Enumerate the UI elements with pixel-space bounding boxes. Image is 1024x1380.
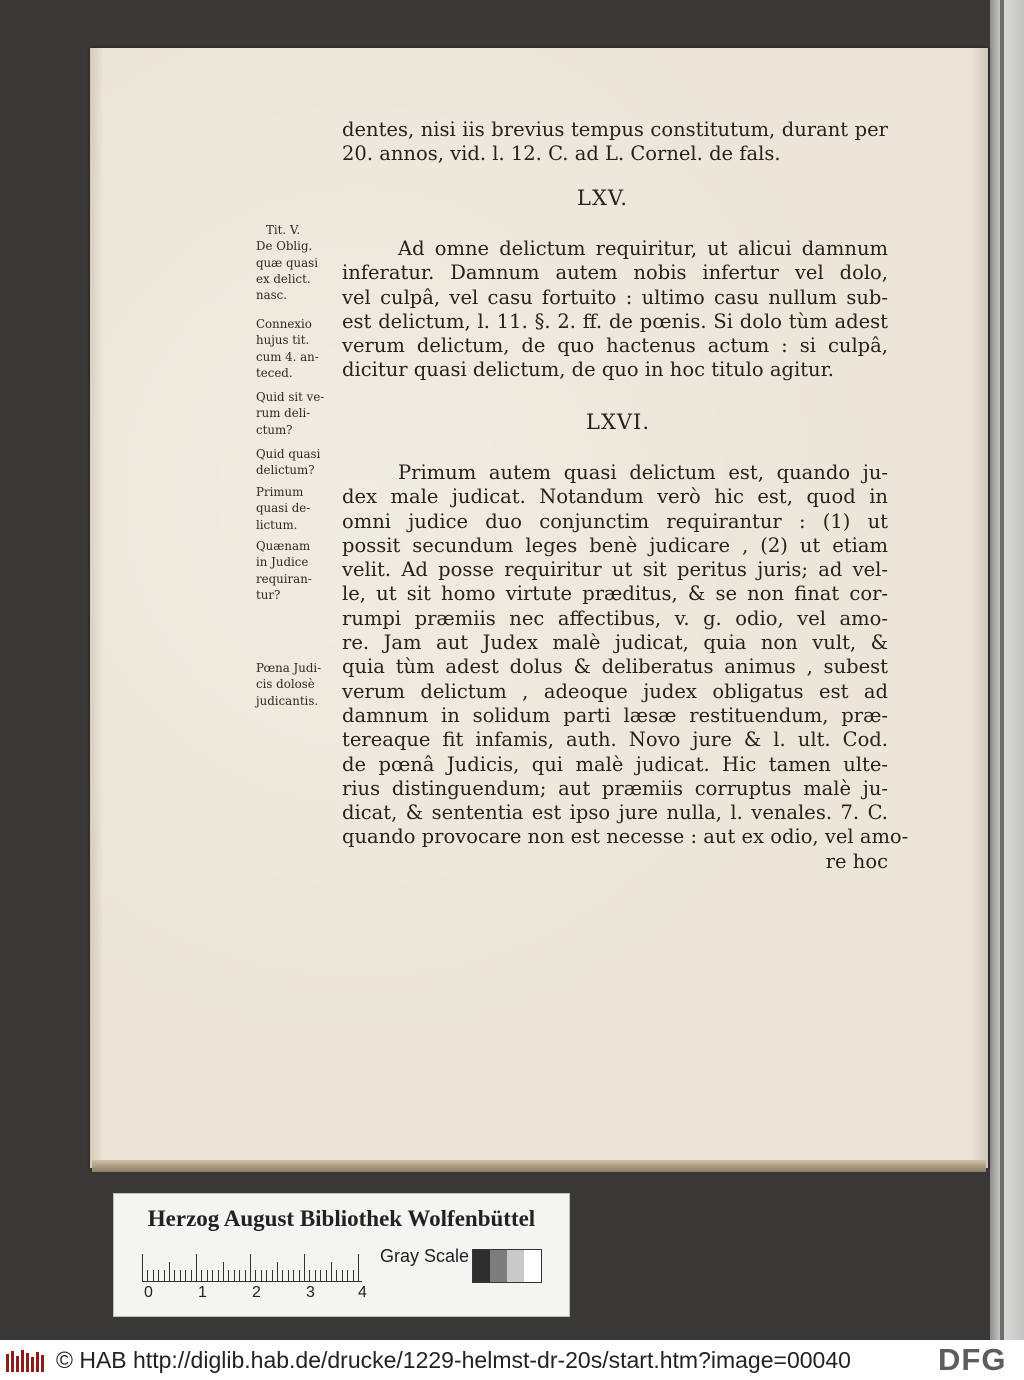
text-line: damnum in solidum parti læsæ restituendum, præ- (342, 703, 888, 727)
catchword: re hoc (825, 849, 888, 873)
ruler-tick (261, 1270, 262, 1282)
text-line: Ad omne delictum requiritur, ut alicui damnum (398, 237, 888, 260)
text-line: quia tùm adest dolus & deliberatus animus , subest (342, 655, 888, 679)
text-line: re. Jam aut Judex malè judicat, quia non vult, & (342, 631, 888, 655)
ruler-tick (180, 1270, 181, 1282)
ruler-number: 4 (358, 1284, 367, 1301)
text-line: quando provocare non est necesse : aut ex odio, vel amo- (342, 825, 909, 849)
text-line: vel culpâ, vel casu fortuito : ultimo casu nullum sub- (342, 285, 888, 309)
margin-line: Primum (256, 485, 304, 499)
section-heading-lxvi: LXVI. (586, 410, 651, 434)
ruler-tick (331, 1262, 332, 1282)
ruler-tick (272, 1270, 273, 1282)
margin-line: delictum? (256, 463, 315, 478)
margin-line: Connexio (256, 317, 312, 331)
text-line: rumpi præmiis nec affectibus, v. g. odio, vel amo- (342, 606, 888, 630)
ruler-tick (304, 1254, 305, 1282)
margin-note-title (256, 222, 344, 303)
margin-line: Tit. V. (266, 223, 301, 237)
margin-line: requiran- (256, 571, 312, 586)
ruler-tick (277, 1262, 278, 1282)
ruler-tick (315, 1270, 316, 1282)
ruler-number: 3 (306, 1284, 315, 1301)
ruler-tick (212, 1270, 213, 1282)
ruler-tick (239, 1270, 240, 1282)
ruler-tick (320, 1270, 321, 1282)
margin-line: cis dolosè (256, 677, 315, 692)
facing-page-strip (990, 0, 1024, 1340)
ruler-tick (218, 1270, 219, 1282)
ruler-tick (228, 1270, 229, 1282)
text-line: 20. annos, vid. l. 12. C. ad L. Cornel. de fals. (342, 142, 781, 166)
margin-line: Pœna Judi- (256, 661, 322, 675)
ruler-tick (169, 1262, 170, 1282)
ruler-tick (282, 1270, 283, 1282)
margin-line: teced. (256, 365, 293, 380)
library-name: Herzog August Bibliothek Wolfenbüttel (147, 1206, 536, 1231)
ruler-tick (326, 1270, 327, 1282)
margin-note-primum (256, 484, 344, 533)
margin-line: lictum. (256, 517, 298, 532)
margin-note-connexio (256, 316, 344, 381)
ruler-tick (336, 1270, 337, 1282)
margin-line: quæ quasi (256, 255, 318, 270)
text-line: dex male judicat. Notandum verò hic est, quod in (342, 485, 888, 509)
ruler-number: 2 (252, 1284, 261, 1301)
ruler-tick (174, 1270, 175, 1282)
ruler-number: 1 (198, 1284, 207, 1301)
margin-line: ctum? (256, 422, 293, 437)
margin-line: hujus tit. (256, 333, 310, 348)
margin-line: quasi de- (256, 501, 311, 516)
ruler-tick (353, 1270, 354, 1282)
ruler-tick (158, 1270, 159, 1282)
text-line: rius distinguendum; aut præmiis corruptus malè ju- (342, 776, 888, 800)
viewer-footer (0, 1340, 1024, 1380)
page-bottom-edge (92, 1160, 986, 1172)
margin-line: Quænam (256, 539, 311, 553)
text-line: possit secundum leges benè judicare , (2) ut etiam (342, 533, 888, 557)
ruler-tick (299, 1270, 300, 1282)
ruler-tick (191, 1270, 192, 1282)
text-line: velit. Ad posse requiritur ut sit peritus juris; ad vel- (342, 558, 888, 582)
dfg-logo: DFG (938, 1342, 1007, 1377)
ruler-tick (223, 1262, 224, 1282)
text-line: verum delictum , adeoque judex obligatus est ad (342, 679, 888, 703)
section-lxv-body (342, 237, 888, 383)
ruler-tick (153, 1270, 154, 1282)
ruler-tick (266, 1270, 267, 1282)
margin-line: ex delict. (256, 271, 311, 286)
margin-line: Quid sit ve- (256, 390, 325, 404)
margin-note-quid-verum (256, 389, 344, 438)
text-line: verum delictum, de quo hactenus actum : si culpâ, (342, 334, 888, 358)
ruler-tick (309, 1270, 310, 1282)
color-calibration-card (113, 1193, 570, 1317)
ruler-tick (255, 1270, 256, 1282)
section-heading-lxv: LXV. (577, 186, 629, 210)
ruler-number: 0 (144, 1284, 153, 1301)
margin-line: in Judice (256, 555, 309, 570)
margin-note-quaenam (256, 538, 344, 603)
text-line: dicitur quasi delictum, de quo in hoc titulo agitur. (342, 358, 834, 382)
ruler-tick (207, 1270, 208, 1282)
text-line: omni judice duo conjunctim requirantur : (1) ut (342, 509, 888, 533)
ruler-tick (185, 1270, 186, 1282)
hab-logo-icon (5, 1348, 45, 1374)
margin-line: Quid quasi (256, 447, 321, 461)
gray-scale-label: Gray Scale (380, 1246, 470, 1266)
ruler-tick (164, 1270, 165, 1282)
ruler-tick (293, 1270, 294, 1282)
ruler-tick (201, 1270, 202, 1282)
margin-line: nasc. (256, 288, 288, 303)
text-line: dicat, & sententia est ipso jure nulla, l. venales. 7. C. (342, 801, 888, 825)
text-line: est delictum, l. 11. §. 2. ff. de pœnis. Si dolo tùm adest (342, 309, 888, 333)
continuation-text (342, 118, 888, 167)
margin-line: cum 4. an- (256, 349, 319, 364)
margin-line: judicantis. (256, 693, 319, 708)
ruler-tick (288, 1270, 289, 1282)
gray-swatch (507, 1250, 524, 1282)
gray-swatch (473, 1250, 490, 1282)
text-line: Primum autem quasi delictum est, quando ju- (398, 461, 888, 484)
text-line: de pœnâ Judicis, qui malè judicat. Hic tamen ulte- (342, 752, 888, 776)
text-line: dentes, nisi iis brevius tempus constitutum, durant per (342, 118, 888, 141)
section-lxvi-body (342, 461, 909, 874)
margin-line: De Oblig. (256, 239, 313, 254)
ruler-tick (196, 1254, 197, 1282)
ruler-tick (245, 1270, 246, 1282)
ruler-tick (250, 1254, 251, 1282)
text-line: inferatur. Damnum autem nobis infertur vel dolo, (342, 261, 888, 285)
gray-scale-swatches (472, 1249, 542, 1283)
margin-line: tur? (256, 587, 281, 602)
facing-page-edge (1000, 0, 1004, 1340)
ruler-scale (142, 1252, 362, 1282)
ruler-tick (358, 1254, 359, 1282)
ruler-tick (234, 1270, 235, 1282)
ruler-tick (147, 1270, 148, 1282)
text-line: tereaque fit infamis, auth. Novo jure & l. ult. Cod. (342, 728, 888, 752)
copyright-url[interactable]: © HAB http://diglib.hab.de/drucke/1229-helmst-dr-20s/start.htm?image=00040 (56, 1347, 851, 1373)
ruler-tick (142, 1254, 143, 1282)
text-line: le, ut sit homo virtute præditus, & se non finat cor- (342, 582, 888, 606)
ruler-tick (347, 1270, 348, 1282)
margin-note-poena (256, 660, 344, 709)
gray-swatch (490, 1250, 507, 1282)
ruler-tick (342, 1270, 343, 1282)
margin-line: rum deli- (256, 406, 311, 421)
gray-swatch (524, 1250, 541, 1282)
margin-note-quid-quasi (256, 446, 344, 479)
